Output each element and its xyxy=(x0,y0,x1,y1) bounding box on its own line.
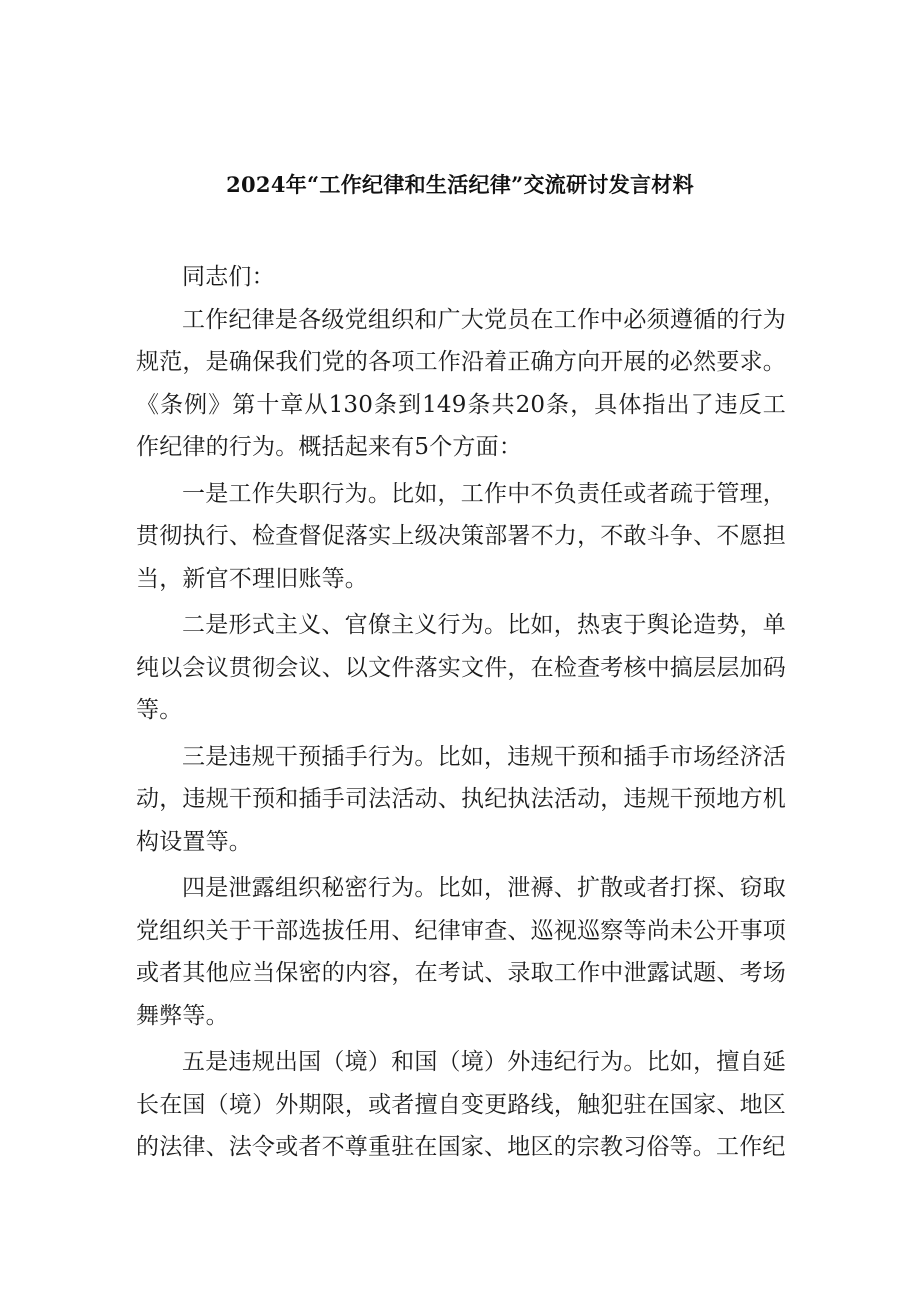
salutation: 同志们： xyxy=(182,264,275,290)
paragraph-intro: 工作纪律是各级党组织和广大党员在工作中必须遵循的行为规范，是确保我们党的各项工作沿着正确方向开展的必然要求。《条例》第十章从130条到149条共20条，具体指出了违反工作纪律的行为。概括起来有5个方面： xyxy=(136,306,786,460)
paragraph-item-4: 四是泄露组织秘密行为。比如，泄褥、扩散或者打探、窃取党组织关于干部选拔任用、纪律审查、巡视巡察等尚未公开事项或者其他应当保密的内容，在考试、录取工作中泄露试题、考场舞弊等。 xyxy=(136,875,786,1029)
document-title: 2024年“工作纪律和生活纪律”交流研讨发言材料 xyxy=(226,172,694,197)
paragraph-item-3: 三是违规干预插手行为。比如，违规干预和插手市场经济活动，违规干预和插手司法活动、执纪执法活动，违规干预地方机构设置等。 xyxy=(136,743,786,855)
document-body xyxy=(136,256,786,1169)
paragraph-item-2: 二是形式主义、官僚主义行为。比如，热衷于舆论造势，单纯以会议贯彻会议、以文件落实文件，在检查考核中搞层层加码等。 xyxy=(136,612,786,723)
paragraph-item-5: 五是违规出国（境）和国（境）外违纪行为。比如，擅自延长在国（境）外期限，或者擅自变更路线，触犯驻在国家、地区的法律、法令或者不尊重驻在国家、地区的宗教习俗等。工作纪 xyxy=(136,1049,786,1160)
paragraph-item-1: 一是工作失职行为。比如，工作中不负责任或者疏于管理，贯彻执行、检查督促落实上级决策部署不力，不敢斗争、不愿担当，新官不理旧账等。 xyxy=(136,480,786,592)
